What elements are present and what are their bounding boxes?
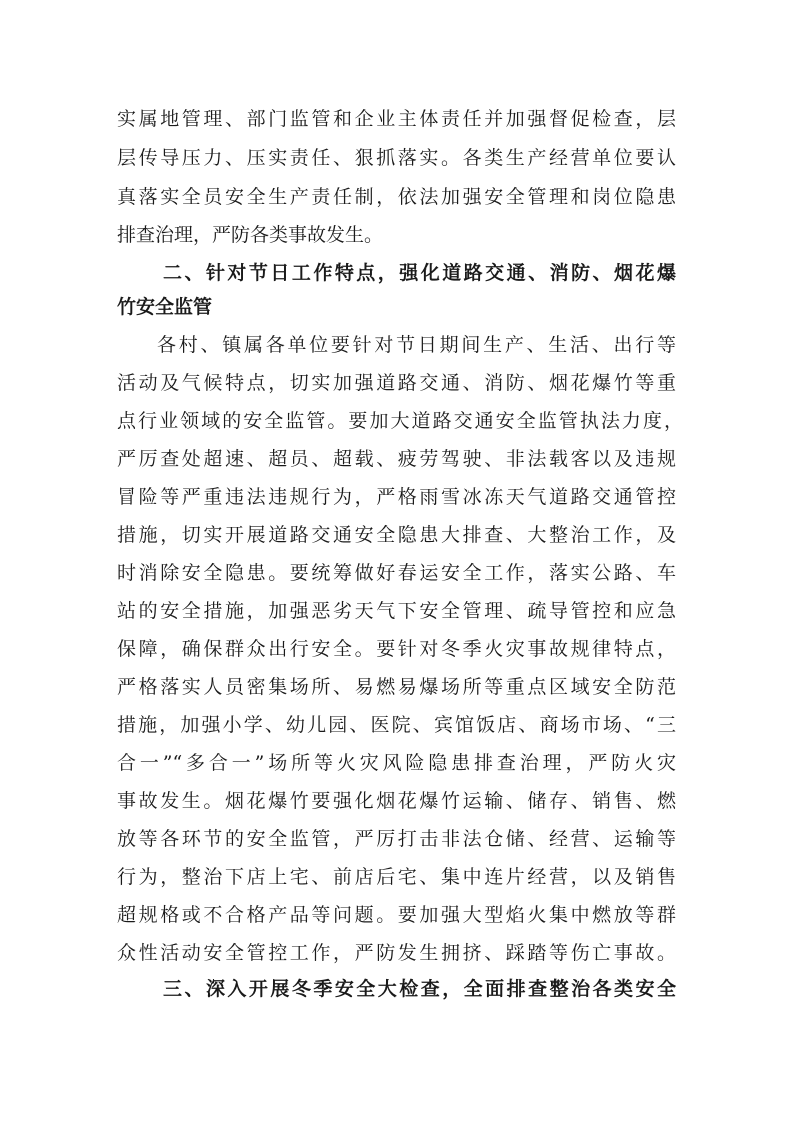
paragraph-line: 真落实全员安全生产责任制，依法加强安全管理和岗位隐患 <box>117 186 676 208</box>
section-heading-3: 三、深入开展冬季安全大检查，全面排查整治各类安全 <box>163 978 676 1000</box>
paragraph-line: 排查治理，严防各类事故发生。 <box>117 224 384 246</box>
paragraph-line: 时消除安全隐患。要统筹做好春运安全工作，落实公路、车 <box>117 562 676 584</box>
paragraph-line: 众性活动安全管控工作，严防发生拥挤、踩踏等伤亡事故。 <box>117 942 676 964</box>
paragraph-line: 点行业领域的安全监管。要加大道路交通安全监管执法力度， <box>117 410 683 432</box>
paragraph-line: 措施，切实开展道路交通安全隐患大排查、大整治工作，及 <box>117 524 676 546</box>
paragraph-line: 严格落实人员密集场所、易燃易爆场所等重点区域安全防范 <box>117 676 676 698</box>
paragraph-line: 层传导压力、压实责任、狠抓落实。各类生产经营单位要认 <box>117 147 676 169</box>
paragraph-line: 活动及气候特点，切实加强道路交通、消防、烟花爆竹等重 <box>117 372 676 394</box>
paragraph-line: 实属地管理、部门监管和企业主体责任并加强督促检查，层 <box>117 108 676 130</box>
paragraph-line: 事故发生。烟花爆竹要强化烟花爆竹运输、储存、销售、燃 <box>117 790 676 812</box>
paragraph-line: 站的安全措施，加强恶劣天气下安全管理、疏导管控和应急 <box>117 600 676 622</box>
paragraph-line: 措施，加强小学、幼儿园、医院、宾馆饭店、商场市场、“三 <box>117 714 676 736</box>
paragraph-line: 放等各环节的安全监管，严厉打击非法仓储、经营、运输等 <box>117 828 676 850</box>
paragraph-line: 严厉查处超速、超员、超载、疲劳驾驶、非法载客以及违规 <box>117 448 676 470</box>
paragraph-line: 保障，确保群众出行安全。要针对冬季火灾事故规律特点， <box>117 638 676 660</box>
paragraph-line: 冒险等严重违法违规行为，严格雨雪冰冻天气道路交通管控 <box>117 486 676 508</box>
paragraph-line: 超规格或不合格产品等问题。要加强大型焰火集中燃放等群 <box>117 904 676 926</box>
paragraph-line: 各村、镇属各单位要针对节日期间生产、生活、出行等 <box>157 334 676 356</box>
section-heading-2: 二、针对节日工作特点，强化道路交通、消防、烟花爆 <box>163 262 676 284</box>
paragraph-line: 合一”“多合一”场所等火灾风险隐患排查治理，严防火灾 <box>117 752 676 774</box>
section-heading-2-cont: 竹安全监管 <box>117 296 213 318</box>
paragraph-line: 行为，整治下店上宅、前店后宅、集中连片经营，以及销售 <box>117 866 676 888</box>
